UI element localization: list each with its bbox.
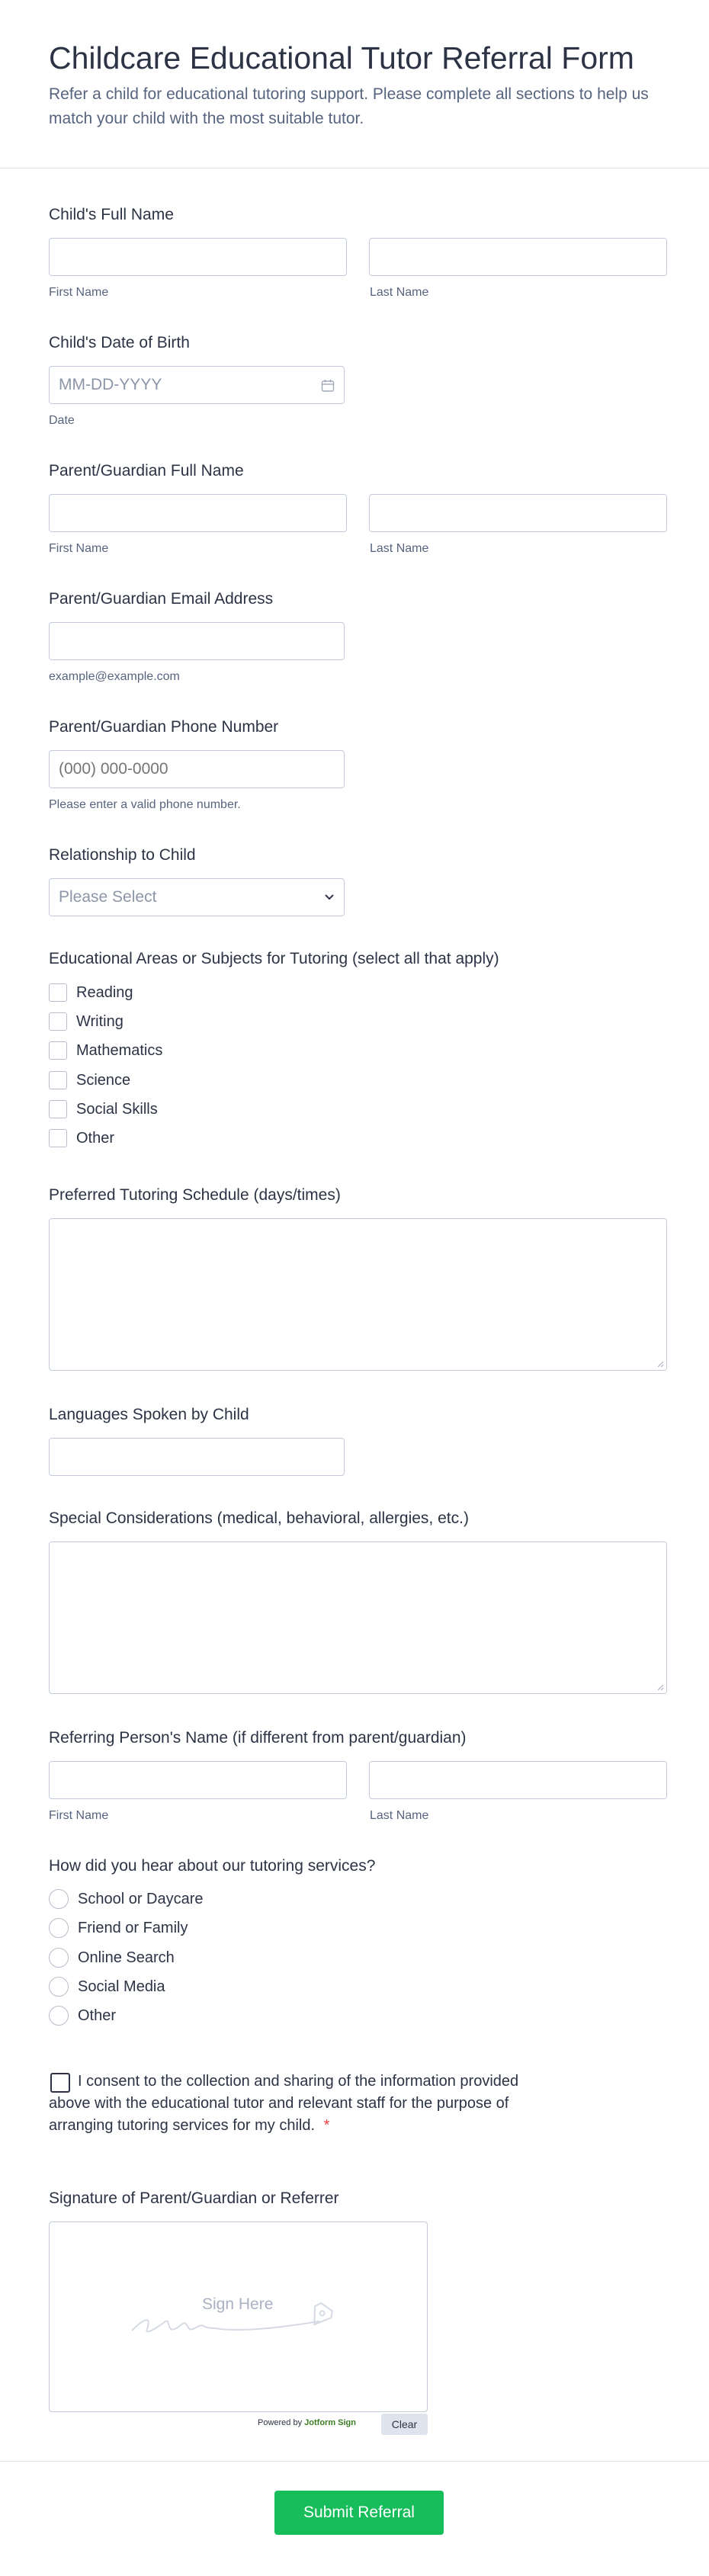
clear-signature-button[interactable]: Clear	[381, 2414, 428, 2435]
heard-option-friend[interactable]	[49, 1917, 188, 1939]
schedule-label: Preferred Tutoring Schedule (days/times)	[49, 1186, 341, 1204]
subjects-label: Educational Areas or Subjects for Tutoring (select all that apply)	[49, 950, 499, 967]
subject-option-label: Mathematics	[76, 1041, 163, 1059]
resize-handle-icon[interactable]	[656, 1360, 664, 1368]
radio-button[interactable]	[49, 2006, 69, 2026]
subject-option-label: Social Skills	[76, 1100, 158, 1118]
signature-label: Signature of Parent/Guardian or Referrer	[49, 2189, 339, 2207]
checkbox[interactable]	[49, 1012, 67, 1031]
consent-text: I consent to the collection and sharing of the information provided above with the educational tutor and relevant staff for the purpose of arranging tutoring services for my child.	[49, 2073, 519, 2134]
subject-option-social-skills[interactable]	[49, 1099, 158, 1120]
chevron-down-icon	[324, 893, 335, 901]
guardian-first-name-sublabel: First Name	[49, 542, 109, 555]
checkbox[interactable]	[49, 1071, 67, 1089]
child-name-label: Child's Full Name	[49, 206, 174, 223]
heard-option-label: School or Daycare	[78, 1890, 204, 1907]
form-subtitle: Refer a child for educational tutoring support. Please complete all sections to help us match your child with the most suitable tutor.	[49, 85, 649, 127]
subject-option-other[interactable]	[49, 1128, 114, 1149]
submit-button[interactable]: Submit Referral	[274, 2491, 444, 2535]
signature-hint: Sign Here	[202, 2295, 274, 2313]
email-sublabel: example@example.com	[49, 670, 180, 683]
guardian-name-label: Parent/Guardian Full Name	[49, 462, 244, 480]
signature-pad[interactable]	[49, 2222, 428, 2412]
heard-option-label: Social Media	[78, 1978, 165, 1995]
referrer-last-name-input[interactable]	[369, 1761, 667, 1799]
heard-label: How did you hear about our tutoring services?	[49, 1857, 376, 1875]
child-last-name-input[interactable]	[369, 238, 667, 276]
subject-option-writing[interactable]	[49, 1011, 124, 1032]
guardian-last-name-sublabel: Last Name	[370, 542, 429, 555]
phone-label: Parent/Guardian Phone Number	[49, 718, 279, 736]
referrer-last-name-sublabel: Last Name	[370, 1809, 429, 1822]
checkbox[interactable]	[49, 1129, 67, 1147]
radio-button[interactable]	[49, 1889, 69, 1909]
powered-by	[258, 2417, 356, 2428]
form-header	[0, 0, 709, 168]
signature-scribble-icon	[129, 2295, 350, 2341]
languages-input[interactable]	[49, 1438, 345, 1476]
email-input[interactable]	[49, 622, 345, 660]
subject-option-label: Writing	[76, 1012, 124, 1030]
guardian-first-name-input[interactable]	[49, 494, 347, 532]
heard-option-social[interactable]	[49, 1976, 165, 1997]
resize-handle-icon[interactable]	[656, 1683, 664, 1691]
heard-option-label: Online Search	[78, 1949, 175, 1966]
subject-option-mathematics[interactable]	[49, 1040, 162, 1061]
subject-option-label: Other	[76, 1129, 115, 1147]
relationship-label: Relationship to Child	[49, 846, 196, 864]
form-title: Childcare Educational Tutor Referral Form	[49, 40, 634, 75]
calendar-icon[interactable]	[321, 379, 335, 393]
radio-button[interactable]	[49, 1918, 69, 1938]
referrer-first-name-input[interactable]	[49, 1761, 347, 1799]
checkbox[interactable]	[49, 1100, 67, 1118]
child-last-name-sublabel: Last Name	[370, 286, 429, 299]
special-label: Special Considerations (medical, behavioral, allergies, etc.)	[49, 1509, 469, 1527]
radio-button[interactable]	[49, 1977, 69, 1997]
dob-label: Child's Date of Birth	[49, 334, 190, 351]
child-first-name-input[interactable]	[49, 238, 347, 276]
relationship-placeholder: Please Select	[59, 888, 157, 906]
required-asterisk: *	[323, 2117, 330, 2134]
guardian-last-name-input[interactable]	[369, 494, 667, 532]
referrer-first-name-sublabel: First Name	[49, 1809, 109, 1822]
languages-label: Languages Spoken by Child	[49, 1406, 249, 1423]
email-label: Parent/Guardian Email Address	[49, 590, 274, 608]
child-first-name-sublabel: First Name	[49, 286, 109, 299]
footer-divider	[0, 2461, 709, 2462]
relationship-select[interactable]	[49, 878, 345, 916]
powered-by-text: Powered by	[258, 2418, 303, 2427]
dob-input[interactable]	[49, 366, 345, 404]
subject-option-science[interactable]	[49, 1070, 130, 1091]
phone-sublabel: Please enter a valid phone number.	[49, 798, 241, 811]
subject-option-reading[interactable]	[49, 982, 133, 1003]
heard-option-label: Other	[78, 2007, 117, 2024]
jotform-sign-brand: Jotform Sign	[304, 2418, 356, 2427]
special-textarea[interactable]	[49, 1541, 667, 1694]
phone-input[interactable]	[49, 750, 345, 788]
heard-option-school[interactable]	[49, 1888, 204, 1910]
heard-option-other[interactable]	[49, 2005, 116, 2026]
radio-button[interactable]	[49, 1948, 69, 1968]
dob-sublabel: Date	[49, 414, 75, 427]
checkbox[interactable]	[49, 983, 67, 1002]
subject-option-label: Reading	[76, 983, 133, 1001]
referrer-label: Referring Person's Name (if different from parent/guardian)	[49, 1729, 467, 1747]
heard-option-label: Friend or Family	[78, 1919, 188, 1936]
schedule-textarea[interactable]	[49, 1218, 667, 1371]
consent-text-block	[49, 2071, 560, 2137]
heard-option-online[interactable]	[49, 1947, 175, 1968]
checkbox[interactable]	[49, 1041, 67, 1060]
subject-option-label: Science	[76, 1071, 131, 1089]
dob-placeholder: MM-DD-YYYY	[59, 376, 162, 393]
